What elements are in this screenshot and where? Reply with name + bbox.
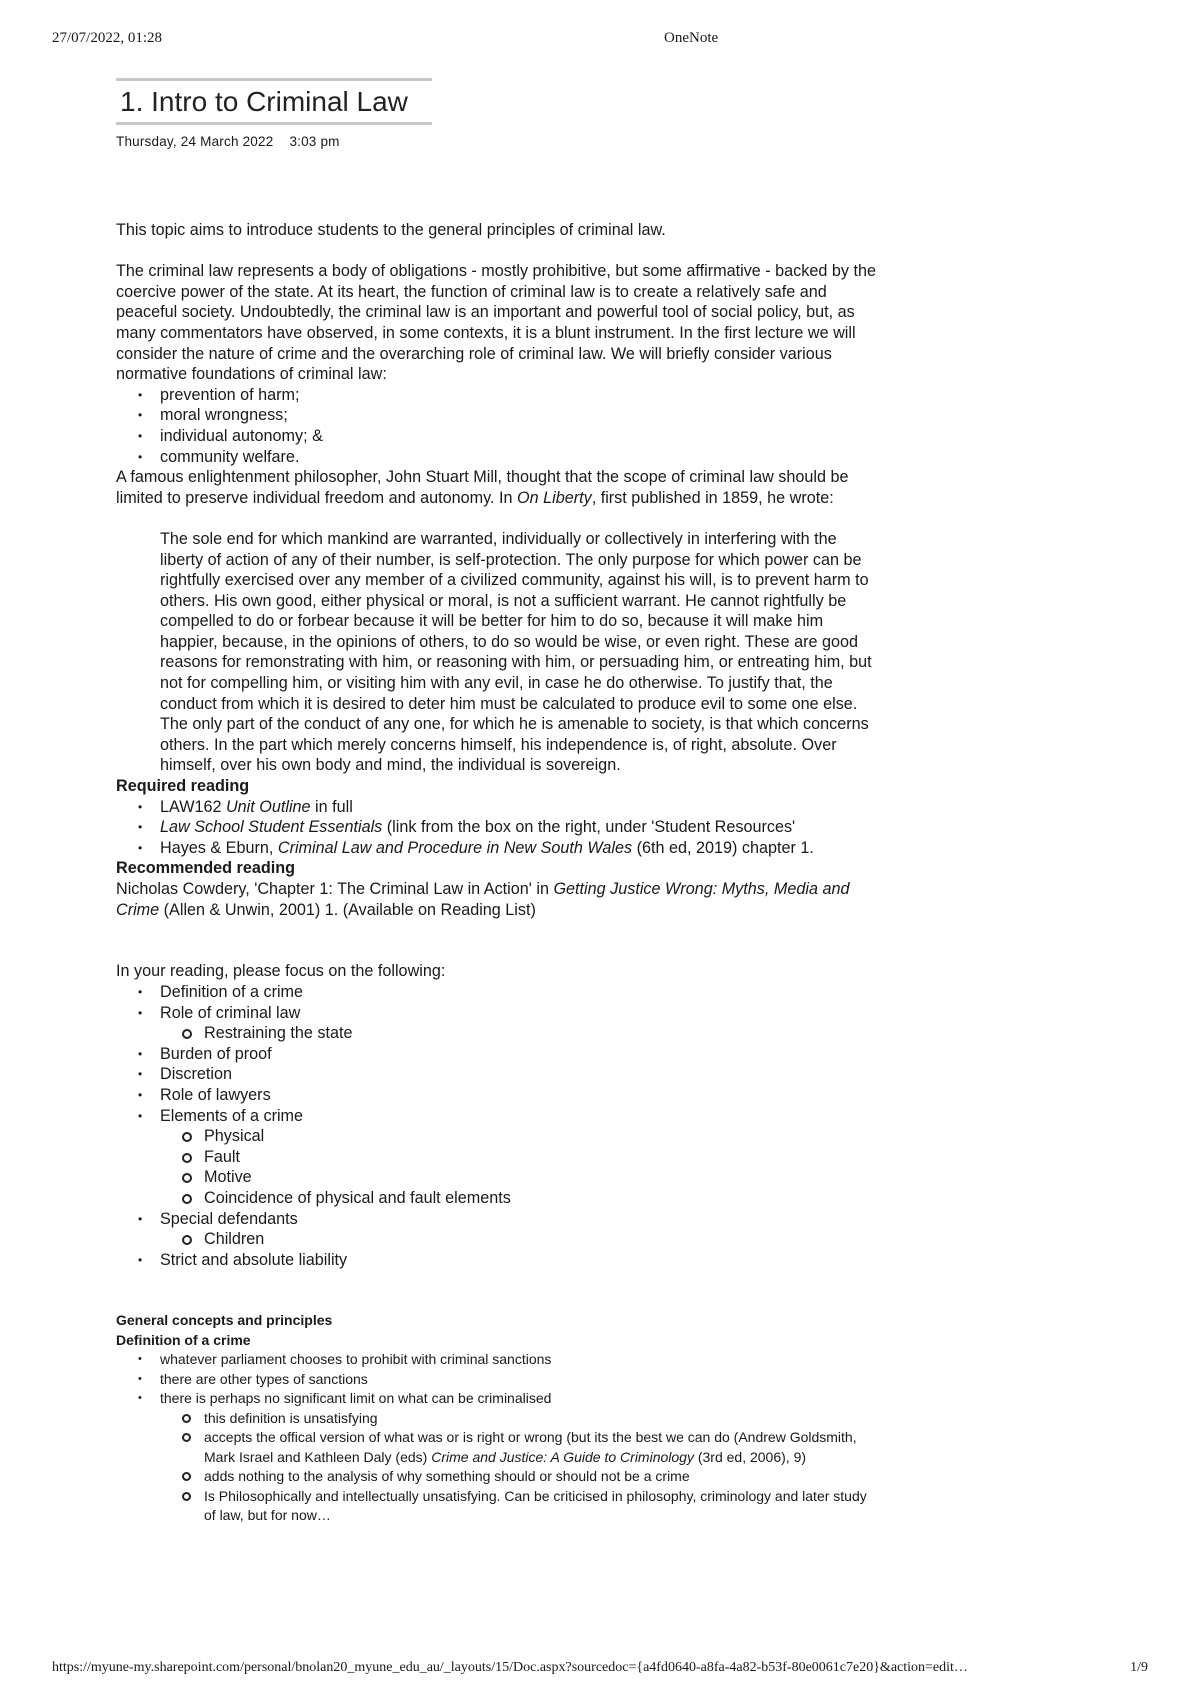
- page-date-text: Thursday, 24 March 2022: [116, 134, 274, 149]
- page-date: [116, 134, 340, 149]
- list-item: • Burden of proof: [160, 1044, 876, 1065]
- mill-text-italic: On Liberty: [517, 488, 592, 507]
- list-item: Physical: [204, 1126, 876, 1147]
- list-item: Fault: [204, 1147, 876, 1168]
- list-item: • individual autonomy; &: [160, 426, 876, 447]
- intro-paragraph: This topic aims to introduce students to the general principles of criminal law.: [116, 221, 666, 239]
- recommended-reading-heading: Recommended reading: [116, 859, 296, 878]
- list-item: • Role of lawyers: [160, 1085, 876, 1106]
- definition-list: [116, 1350, 876, 1526]
- print-datetime: 27/07/2022, 01:28: [52, 30, 163, 46]
- list-item: • whatever parliament chooses to prohibit with criminal sanctions: [160, 1350, 876, 1370]
- required-reading-list: [116, 797, 876, 859]
- definition-heading: Definition of a crime: [116, 1331, 251, 1348]
- list-item: • there is perhaps no significant limit on what can be criminalised this definition is unsatisfying accepts the offical version of what was or is right or wrong (but its the best we can do (Andrew Goldsmith, Mark Israel and Kathleen Daly (eds) Crime and Justice: A Guide to Criminology (3rd ed, 2006), 9) adds nothing to the analysis of why something should or should not be a crime Is Philosophically and intellectually unsatisfying. Can be criticised in philosophy, criminology and later study of law, but for now…: [160, 1389, 876, 1526]
- list-item: • Strict and absolute liability: [160, 1250, 876, 1271]
- focus-list: [116, 982, 876, 1270]
- list-item: Restraining the state: [204, 1023, 876, 1044]
- general-concepts-heading: General concepts and principles: [116, 1312, 333, 1329]
- focus-intro: In your reading, please focus on the following:: [116, 962, 446, 981]
- list-item: accepts the offical version of what was or is right or wrong (but its the best we can do (Andrew Goldsmith, Mark Israel and Kathleen Daly (eds) Crime and Justice: A Guide to Criminology (3rd ed, 2006), 9): [204, 1428, 876, 1467]
- list-item: • prevention of harm;: [160, 385, 876, 406]
- mill-text-a: A famous enlightenment philosopher, John Stuart Mill, thought that the scope of criminal law should be limited to preserve individual freedom and autonomy. In: [116, 468, 849, 507]
- list-item: • LAW162 Unit Outline in full: [160, 797, 876, 818]
- list-item: Is Philosophically and intellectually unsatisfying. Can be criticised in philosophy, criminology and later study of law, but for now…: [204, 1487, 876, 1526]
- list-item: Motive: [204, 1167, 876, 1188]
- list-item: • moral wrongness;: [160, 405, 876, 426]
- list-item: • Hayes & Eburn, Criminal Law and Procedure in New South Wales (6th ed, 2019) chapter 1.: [160, 838, 876, 859]
- list-item: Children: [204, 1229, 876, 1250]
- page-content: [116, 220, 876, 1526]
- list-item: • Role of criminal law Restraining the state: [160, 1003, 876, 1044]
- page-title: 1. Intro to Criminal Law: [116, 78, 432, 125]
- list-item: • community welfare.: [160, 447, 876, 468]
- print-app-name: OneNote: [664, 30, 719, 46]
- list-item: • Law School Student Essentials (link from the box on the right, under 'Student Resources': [160, 817, 876, 838]
- mill-quote: The sole end for which mankind are warranted, individually or collectively in interfering with the liberty of action of any of their number, is self-protection. The only purpose for which power can be rightfully exercised over any member of a civilized community, against his will, is to prevent harm to others. His own good, either physical or moral, is not a sufficient warrant. He cannot rightfully be compelled to do or forbear because it will be better for him to do so, because it will make him happier, because, in the opinions of others, to do so would be wise, or even right. These are good reasons for remonstrating with him, or reasoning with him, or persuading him, or entreating him, but not for compelling him, or visiting him with any evil, in case he do otherwise. To justify that, the conduct from which it is desired to deter him must be calculated to produce evil to some one else. The only part of the conduct of any one, for which he is amenable to society, is that which concerns others. In the part which merely concerns himself, his independence is, of right, absolute. Over himself, over his own body and mind, the individual is sovereign.: [160, 529, 872, 775]
- list-item: • Special defendants Children: [160, 1209, 876, 1250]
- list-item: adds nothing to the analysis of why something should or should not be a crime: [204, 1467, 876, 1487]
- footer-url: https://myune-my.sharepoint.com/personal/bnolan20_myune_edu_au/_layouts/15/Doc.aspx?sourcedoc={a4fd0640-a8fa-4a82-b53f-80e0061c7e20}&action=edit…: [52, 1660, 968, 1675]
- list-item: this definition is unsatisfying: [204, 1409, 876, 1429]
- list-item: • Definition of a crime: [160, 982, 876, 1003]
- list-item: • there are other types of sanctions: [160, 1370, 876, 1390]
- mill-text-b: , first published in 1859, he wrote:: [591, 488, 834, 507]
- general-concepts-section: [116, 1311, 876, 1526]
- recommended-reading-text: Nicholas Cowdery, 'Chapter 1: The Criminal Law in Action' in Getting Justice Wrong: Myths, Media and Crime (Allen & Unwin, 2001) 1. (Available on Reading List): [116, 880, 850, 919]
- list-item: • Elements of a crime Physical Fault Motive Coincidence of physical and fault elements: [160, 1106, 876, 1209]
- page-number: 1/9: [1130, 1660, 1148, 1675]
- print-header: [52, 30, 1148, 50]
- required-reading-heading: Required reading: [116, 777, 250, 796]
- foundations-list: [116, 385, 876, 467]
- mill-paragraph: [116, 467, 876, 508]
- list-item: • Discretion: [160, 1064, 876, 1085]
- criminal-law-paragraph: The criminal law represents a body of obligations - mostly prohibitive, but some affirmative - backed by the coercive power of the state. At its heart, the function of criminal law is to create a relatively safe and peaceful society. Undoubtedly, the criminal law is an important and powerful tool of social policy, but, as many commentators have observed, in some contexts, it is a blunt instrument. In the first lecture we will consider the nature of crime and the overarching role of criminal law. We will briefly consider various normative foundations of criminal law:: [116, 262, 876, 384]
- list-item: Coincidence of physical and fault elements: [204, 1188, 876, 1209]
- page-time-text: 3:03 pm: [289, 134, 340, 149]
